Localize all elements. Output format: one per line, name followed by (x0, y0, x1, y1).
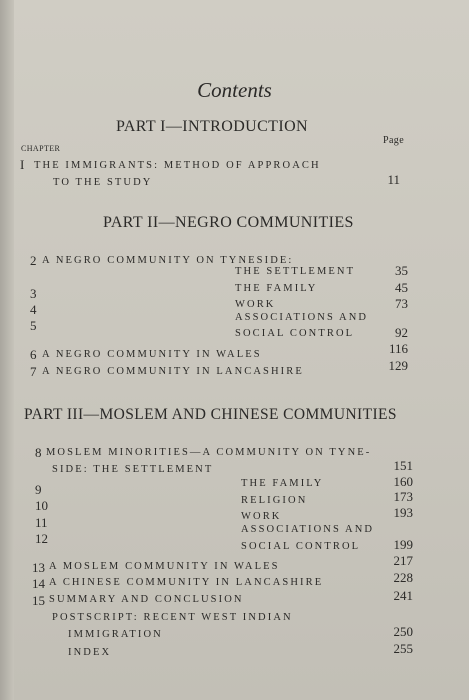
chapter-title: A MOSLEM COMMUNITY IN WALES (49, 561, 280, 572)
section-title: ASSOCIATIONS AND (241, 524, 375, 535)
section-title: THE FAMILY (235, 283, 318, 294)
chapter-title: A NEGRO COMMUNITY ON TYNESIDE: (42, 255, 294, 266)
chapter-number: 15 (32, 593, 45, 608)
page-number: 35 (395, 263, 408, 278)
postscript-title: POSTSCRIPT: RECENT WEST INDIAN (52, 612, 293, 623)
page-number: 173 (393, 489, 413, 504)
section-title: WORK (241, 511, 282, 522)
chapter-number: 3 (30, 286, 37, 301)
page-column-label: Page (383, 135, 405, 146)
chapter-number: 9 (35, 482, 42, 497)
page-edge-shadow (0, 0, 14, 700)
section-title-cont: SOCIAL CONTROL (235, 328, 355, 339)
chapter-number: 4 (30, 302, 37, 317)
page-number: 193 (393, 505, 413, 520)
page-number: 45 (395, 280, 408, 295)
page-number: 217 (393, 553, 413, 568)
chapter-number: 10 (35, 498, 48, 513)
chapter-number: 13 (32, 560, 45, 575)
section-title: THE SETTLEMENT (235, 266, 356, 277)
chapter-title: THE IMMIGRANTS: METHOD OF APPROACH (34, 160, 321, 171)
page-number: 160 (393, 474, 413, 489)
page-number: 116 (388, 341, 408, 356)
chapter-title-cont: SIDE: THE SETTLEMENT (52, 464, 214, 475)
section-title-cont: SOCIAL CONTROL (241, 541, 361, 552)
page-number: 11 (387, 172, 400, 187)
page-number: 255 (393, 641, 413, 656)
chapter-number: 12 (35, 531, 48, 546)
chapter-number: 5 (30, 318, 37, 333)
chapter-title-cont: TO THE STUDY (53, 177, 153, 188)
part1-heading: PART I—INTRODUCTION (116, 118, 308, 135)
section-title: ASSOCIATIONS AND (235, 312, 369, 323)
chapter-title: A NEGRO COMMUNITY IN LANCASHIRE (42, 366, 304, 377)
chapter-number: 6 (30, 347, 37, 362)
chapter-title: SUMMARY AND CONCLUSION (49, 594, 244, 605)
page-number: 73 (395, 296, 408, 311)
chapter-number: 11 (35, 515, 48, 530)
section-title: WORK (235, 299, 276, 310)
part2-heading: PART II—NEGRO COMMUNITIES (103, 214, 354, 231)
page-number: 250 (393, 624, 413, 639)
chapter-title: A CHINESE COMMUNITY IN LANCASHIRE (49, 577, 324, 588)
page-number: 92 (395, 325, 408, 340)
part3-heading: PART III—MOSLEM AND CHINESE COMMUNITIES (24, 406, 397, 423)
contents-title: Contents (197, 78, 272, 102)
index-entry: INDEX (68, 647, 112, 658)
page-number: 151 (393, 458, 413, 473)
chapter-number: 7 (30, 364, 37, 379)
chapter-column-label: CHAPTER (21, 144, 61, 153)
chapter-number: 2 (30, 253, 37, 268)
page-number: 241 (393, 588, 413, 603)
postscript-title-cont: IMMIGRATION (68, 629, 163, 640)
section-title: THE FAMILY (241, 478, 324, 489)
page-number: 199 (393, 537, 413, 552)
section-title: RELIGION (241, 495, 308, 506)
chapter-title: MOSLEM MINORITIES—A COMMUNITY ON TYNE- (46, 447, 372, 458)
page-number: 129 (388, 358, 408, 373)
page-number: 228 (393, 570, 413, 585)
chapter-number: 8 (35, 445, 42, 460)
chapter-number: I (20, 157, 25, 172)
chapter-title: A NEGRO COMMUNITY IN WALES (42, 349, 262, 360)
chapter-number: 14 (32, 576, 45, 591)
